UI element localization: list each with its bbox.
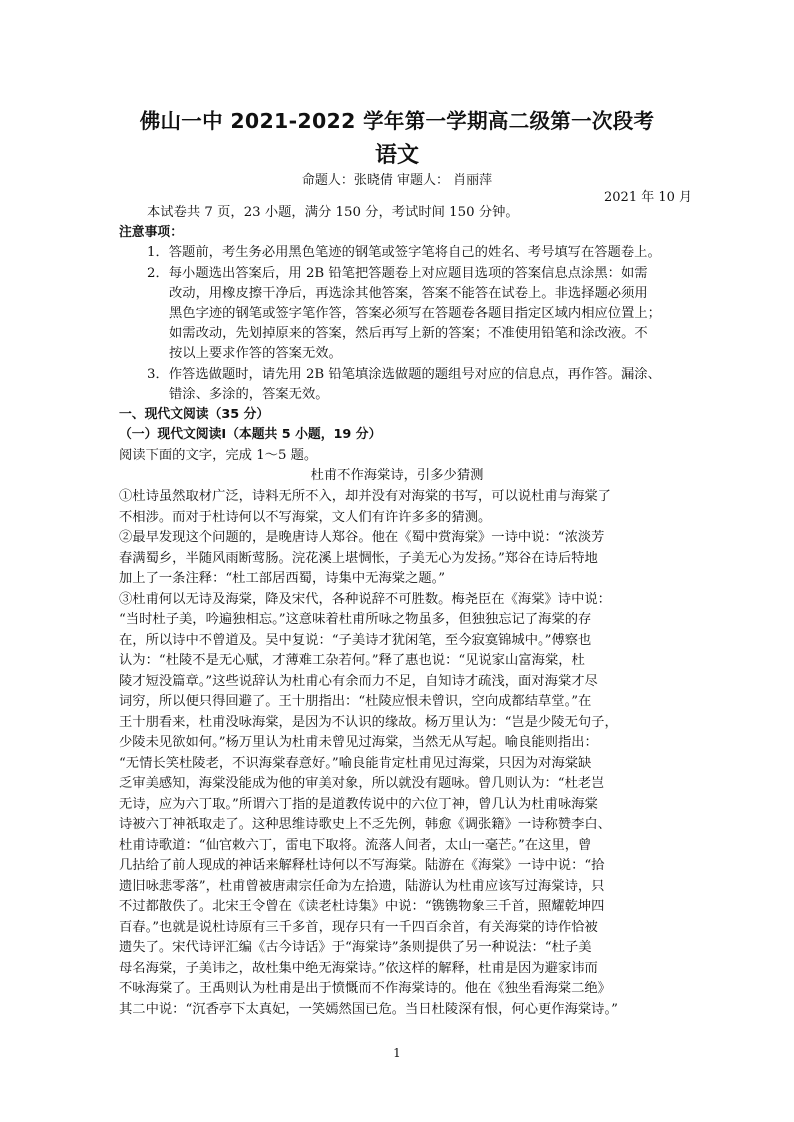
- page-number: 1: [393, 1046, 401, 1060]
- article-line: 词穷，所以便只得回避了。王十朋指出：“杜陵应恨未曾识，空向成都结草堂。”在: [119, 694, 592, 709]
- note-line: 错涂、多涂的，答案无效。: [169, 387, 329, 402]
- article-line: ③杜甫何以无诗及海棠，降及宋代，各种说辞不可胜数。梅尧臣在《海棠》诗中说：: [119, 591, 611, 607]
- exam-title: 佛山一中 2021-2022 学年第一学期高二级第一次段考: [139, 109, 655, 133]
- article-line: 不咏海棠了。王禹则认为杜甫是出于愤慨而不作海棠诗的。他在《独坐看海棠二绝》: [119, 981, 611, 996]
- article-line: 几拈给了前人现成的神话来解释杜诗何以不写海棠。陆游在《海棠》一诗中说：“拾: [119, 858, 605, 873]
- article-line: 遗失了。宋代诗评汇编《古今诗话》于“海棠诗”条则提供了另一种说法：“杜子美: [119, 940, 592, 955]
- article-line: 遗旧咏悲零落”，杜甫曾被唐肃宗任命为左拾遗，陆游认为杜甫应该写过海棠诗，只: [119, 878, 605, 894]
- note-line: 按以上要求作答的答案无效。: [169, 346, 342, 361]
- article-line: 诗被六丁神祇取走了。这种思维诗歌史上不乏先例，韩愈《调张籍》一诗称赞李白、: [119, 817, 611, 832]
- subject-title: 语文: [374, 143, 419, 168]
- article-line: 其二中说：“沉香亭下太真妃，一笑嫣然国已危。当日杜陵深有恨，何心更作海棠诗。”: [119, 1001, 618, 1017]
- article-line: 不相涉。而对于杜诗何以不写海棠，文人们有许许多多的猜测。: [119, 509, 492, 525]
- article-line: 加上了一条注释：“杜工部居西蜀，诗集中无海棠之题。”: [119, 571, 446, 586]
- notes-heading: 注意事项：: [119, 225, 183, 240]
- article-line: 认为：“杜陵不是无心赋，才薄难工杂若何。”释了惠也说：“见说家山富海棠，杜: [119, 653, 585, 668]
- section-subheading: （一）现代文阅读Ⅰ（本题共 5 小题，19 分）: [119, 427, 382, 442]
- note-line: 2．每小题选出答案后，用 2B 铅笔把答题卷上对应题目选项的答案信息点涂黑：如需: [147, 266, 648, 281]
- article-line: 在，所以诗中不曾道及。吴中复说：“子美诗才犹闲笔，至今寂寞锦城中。”傅察也: [119, 632, 592, 648]
- exam-date: 2021 年 10 月: [604, 190, 693, 205]
- section-instruction: 阅读下面的文字，完成 1～5 题。: [119, 448, 318, 463]
- article-line: 无诗，应为六丁取。”所谓六丁指的是道教传说中的六位丁神，曾几认为杜甫咏海棠: [119, 796, 598, 812]
- authors-line: 命题人：张晓倩 审题人： 肖丽萍: [301, 173, 493, 188]
- article-line: 乏审美感知，海棠没能成为他的审美对象，所以就没有题咏。曾几则认为：“杜老岂: [119, 776, 605, 791]
- article-line: 陵才短没篇章。”这些说辞认为杜甫心有余而力不足，自知诗才疏浅，面对海棠才尽: [119, 673, 598, 689]
- note-line: 3．作答选做题时，请先用 2B 铅笔填涂选做题的题组号对应的信息点，再作答。漏涂、: [147, 367, 661, 382]
- note-line: 如需改动，先划掉原来的答案，然后再写上新的答案；不准使用铅笔和涂改液。不: [169, 326, 648, 341]
- section-heading: 一、现代文阅读（35 分）: [119, 407, 270, 422]
- article-line: “当时杜子美，吟遍独相忘。”这意味着杜甫所咏之物虽多，但独独忘记了海棠的存: [119, 612, 592, 627]
- article-line: 百春。”也就是说杜诗原有三千多首，现存只有一千四百余首，有关海棠的诗作恰被: [119, 919, 598, 935]
- article-line: 少陵未见欲如何。”杨万里认为杜甫未曾见过海棠，当然无从写起。喻良能则指出：: [119, 735, 598, 750]
- note-line: 改动，用橡皮擦干净后，再选涂其他答案，答案不能答在试卷上。非选择题必须用: [169, 286, 648, 301]
- article-line: “无情长笑杜陵老，不识海棠春意好。”喻良能肯定杜甫见过海棠，只因为对海棠缺: [119, 755, 592, 771]
- article-line: 母名海棠，子美讳之，故杜集中绝无海棠诗。”依这样的解释，杜甫是因为避家讳而: [119, 960, 598, 976]
- note-line: 黑色字迹的钢笔或签字笔作答，答案必须写在答题卷各题目指定区域内相应位置上；: [169, 306, 661, 321]
- article-line: 不过都散佚了。北宋王令曾在《读老杜诗集》中说：“镌镌物象三千首，照耀乾坤四: [119, 899, 605, 914]
- article-line: ②最早发现这个问题的，是晚唐诗人郑谷。他在《蜀中赏海棠》一诗中说：“浓淡芳: [119, 530, 605, 545]
- article-line: 春满蜀乡，半随风雨断莺肠。浣花溪上堪惆怅，子美无心为发扬。”郑谷在诗后特地: [119, 550, 598, 566]
- article-line: 王十朋看来，杜甫没咏海棠，是因为不认识的缘故。杨万里认为：“岂是少陵无句子，: [119, 714, 618, 730]
- note-line: 1．答题前，考生务必用黑色笔迹的钢笔或签字笔将自己的姓名、考号填写在答题卷上。: [147, 245, 661, 260]
- article-line: 杜甫诗歌道：“仙官敕六丁，雷电下取将。流落人间者，太山一毫芒。”在这里，曾: [119, 837, 592, 853]
- article-title: 杜甫不作海棠诗，引多少猜测: [310, 468, 484, 483]
- exam-info: 本试卷共 7 页，23 小题，满分 150 分，考试时间 150 分钟。: [147, 205, 519, 220]
- article-line: ①杜诗虽然取材广泛，诗料无所不入，却并没有对海棠的书写，可以说杜甫与海棠了: [119, 489, 611, 504]
